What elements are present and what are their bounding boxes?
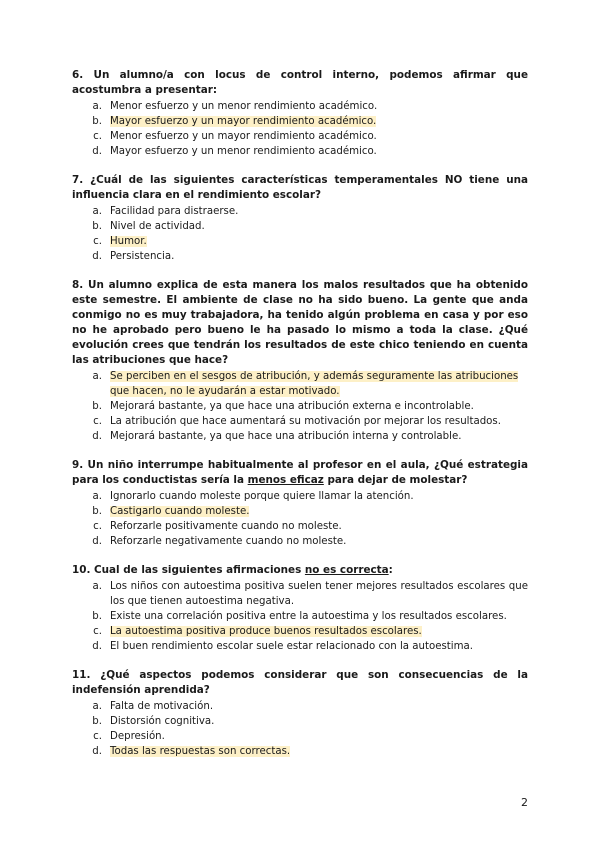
- question-text-part: para dejar de molestar?: [323, 474, 468, 486]
- option-d: [72, 249, 528, 264]
- highlighted-answer: Se perciben en el sesgos de atribución, y además seguramente las atribuciones que hacen, no le ayudarán a estar motivado.: [110, 371, 519, 397]
- option-letter: b.: [92, 611, 102, 622]
- option-text: Existe una correlación positiva entre la autoestima y los resultados escolares.: [110, 611, 507, 622]
- option-a: [72, 99, 528, 114]
- option-letter: b.: [92, 401, 102, 412]
- option-d: [72, 639, 528, 654]
- question-text: 8. Un alumno explica de esta manera los malos resultados que ha obtenido este semestre. El ambiente de clase no ha sido bueno. La gente que anda conmigo no es muy trabajadora, ha tenido algún problema en casa y por eso no he aprobado pero bueno le ha pasado lo mismo a toda la clase. ¿Qué evolución crees que tendrán los resultados de este chico teniendo en cuenta las atribuciones que hace?: [72, 279, 528, 366]
- option-d: [72, 144, 528, 159]
- option-text: El buen rendimiento escolar suele estar relacionado con la autoestima.: [110, 641, 474, 652]
- option-text: Menor esfuerzo y un menor rendimiento académico.: [110, 101, 378, 112]
- option-c: [72, 729, 528, 744]
- question-text-part: 9. Un niño interrumpe habitualmente al profesor en el aula, ¿Qué estrategia para los conductistas sería la: [72, 459, 528, 486]
- option-letter: d.: [92, 146, 102, 157]
- option-c: [72, 234, 528, 249]
- option-letter: c.: [93, 236, 102, 247]
- question-text: 7. ¿Cuál de las siguientes características temperamentales NO tiene una influencia clara en el rendimiento escolar?: [72, 174, 528, 201]
- option-letter: d.: [92, 641, 102, 652]
- option-text: Ignorarlo cuando moleste porque quiere llamar la atención.: [110, 491, 414, 502]
- question-text: 11. ¿Qué aspectos podemos considerar que son consecuencias de la indefensión aprendida?: [72, 669, 528, 696]
- option-letter: c.: [93, 521, 102, 532]
- document-page: [72, 68, 528, 773]
- option-a: [72, 204, 528, 219]
- option-text: Nivel de actividad.: [110, 221, 205, 232]
- question-text: [72, 563, 528, 578]
- option-letter: a.: [92, 491, 102, 502]
- question-10: [72, 563, 528, 654]
- highlighted-answer: Humor.: [110, 236, 147, 247]
- underlined-emphasis: no es correcta: [304, 564, 389, 576]
- option-c: [72, 624, 528, 639]
- option-a: [72, 699, 528, 714]
- option-b: [72, 609, 528, 624]
- options-list: [72, 99, 528, 159]
- option-b: [72, 219, 528, 234]
- option-a: [72, 369, 528, 399]
- option-text: Reforzarle positivamente cuando no moleste.: [110, 521, 342, 532]
- highlighted-answer: La autoestima positiva produce buenos resultados escolares.: [110, 626, 422, 637]
- underlined-emphasis: menos eficaz: [247, 474, 324, 486]
- option-text: Menor esfuerzo y un mayor rendimiento académico.: [110, 131, 377, 142]
- option-b: [72, 504, 528, 519]
- option-letter: b.: [92, 506, 102, 517]
- option-d: [72, 534, 528, 549]
- option-d: [72, 429, 528, 444]
- option-letter: b.: [92, 716, 102, 727]
- option-c: [72, 414, 528, 429]
- question-text-part: :: [388, 564, 393, 576]
- highlighted-answer: Mayor esfuerzo y un mayor rendimiento académico.: [110, 116, 377, 127]
- options-list: [72, 369, 528, 444]
- options-list: [72, 204, 528, 264]
- question-text: [72, 458, 528, 488]
- question-7: [72, 173, 528, 264]
- option-letter: b.: [92, 116, 102, 127]
- option-text: Mayor esfuerzo y un menor rendimiento académico.: [110, 146, 377, 157]
- option-text: Mejorará bastante, ya que hace una atribución externa e incontrolable.: [110, 401, 474, 412]
- question-11: [72, 668, 528, 759]
- option-text: Mejorará bastante, ya que hace una atribución interna y controlable.: [110, 431, 462, 442]
- option-text: La atribución que hace aumentará su motivación por mejorar los resultados.: [110, 416, 501, 427]
- option-text: Persistencia.: [110, 251, 175, 262]
- question-6: [72, 68, 528, 159]
- option-letter: b.: [92, 221, 102, 232]
- question-text-part: 10. Cual de las siguientes afirmaciones: [72, 564, 305, 576]
- option-text: Facilidad para distraerse.: [110, 206, 239, 217]
- option-letter: c.: [93, 131, 102, 142]
- option-letter: d.: [92, 746, 102, 757]
- option-letter: d.: [92, 431, 102, 442]
- option-b: [72, 114, 528, 129]
- option-letter: a.: [92, 371, 102, 382]
- option-letter: a.: [92, 581, 102, 592]
- option-b: [72, 714, 528, 729]
- option-letter: a.: [92, 101, 102, 112]
- option-text: Depresión.: [110, 731, 165, 742]
- option-text: Falta de motivación.: [110, 701, 214, 712]
- option-text: Distorsión cognitiva.: [110, 716, 215, 727]
- options-list: [72, 579, 528, 654]
- option-letter: d.: [92, 251, 102, 262]
- option-letter: c.: [93, 416, 102, 427]
- option-text: Reforzarle negativamente cuando no moleste.: [110, 536, 347, 547]
- highlighted-answer: Todas las respuestas son correctas.: [110, 746, 291, 757]
- option-a: [72, 579, 528, 609]
- options-list: [72, 699, 528, 759]
- option-a: [72, 489, 528, 504]
- option-letter: a.: [92, 701, 102, 712]
- option-c: [72, 129, 528, 144]
- highlighted-answer: Castigarlo cuando moleste.: [110, 506, 250, 517]
- question-text: 6. Un alumno/a con locus de control interno, podemos afirmar que acostumbra a presentar:: [72, 69, 528, 96]
- option-letter: d.: [92, 536, 102, 547]
- options-list: [72, 489, 528, 549]
- option-letter: c.: [93, 626, 102, 637]
- option-letter: a.: [92, 206, 102, 217]
- question-9: [72, 458, 528, 549]
- question-8: [72, 278, 528, 444]
- option-text: Los niños con autoestima positiva suelen tener mejores resultados escolares que los que tienen autoestima negativa.: [110, 581, 528, 607]
- option-d: [72, 744, 528, 759]
- page-number: 2: [521, 796, 528, 809]
- option-b: [72, 399, 528, 414]
- option-letter: c.: [93, 731, 102, 742]
- option-c: [72, 519, 528, 534]
